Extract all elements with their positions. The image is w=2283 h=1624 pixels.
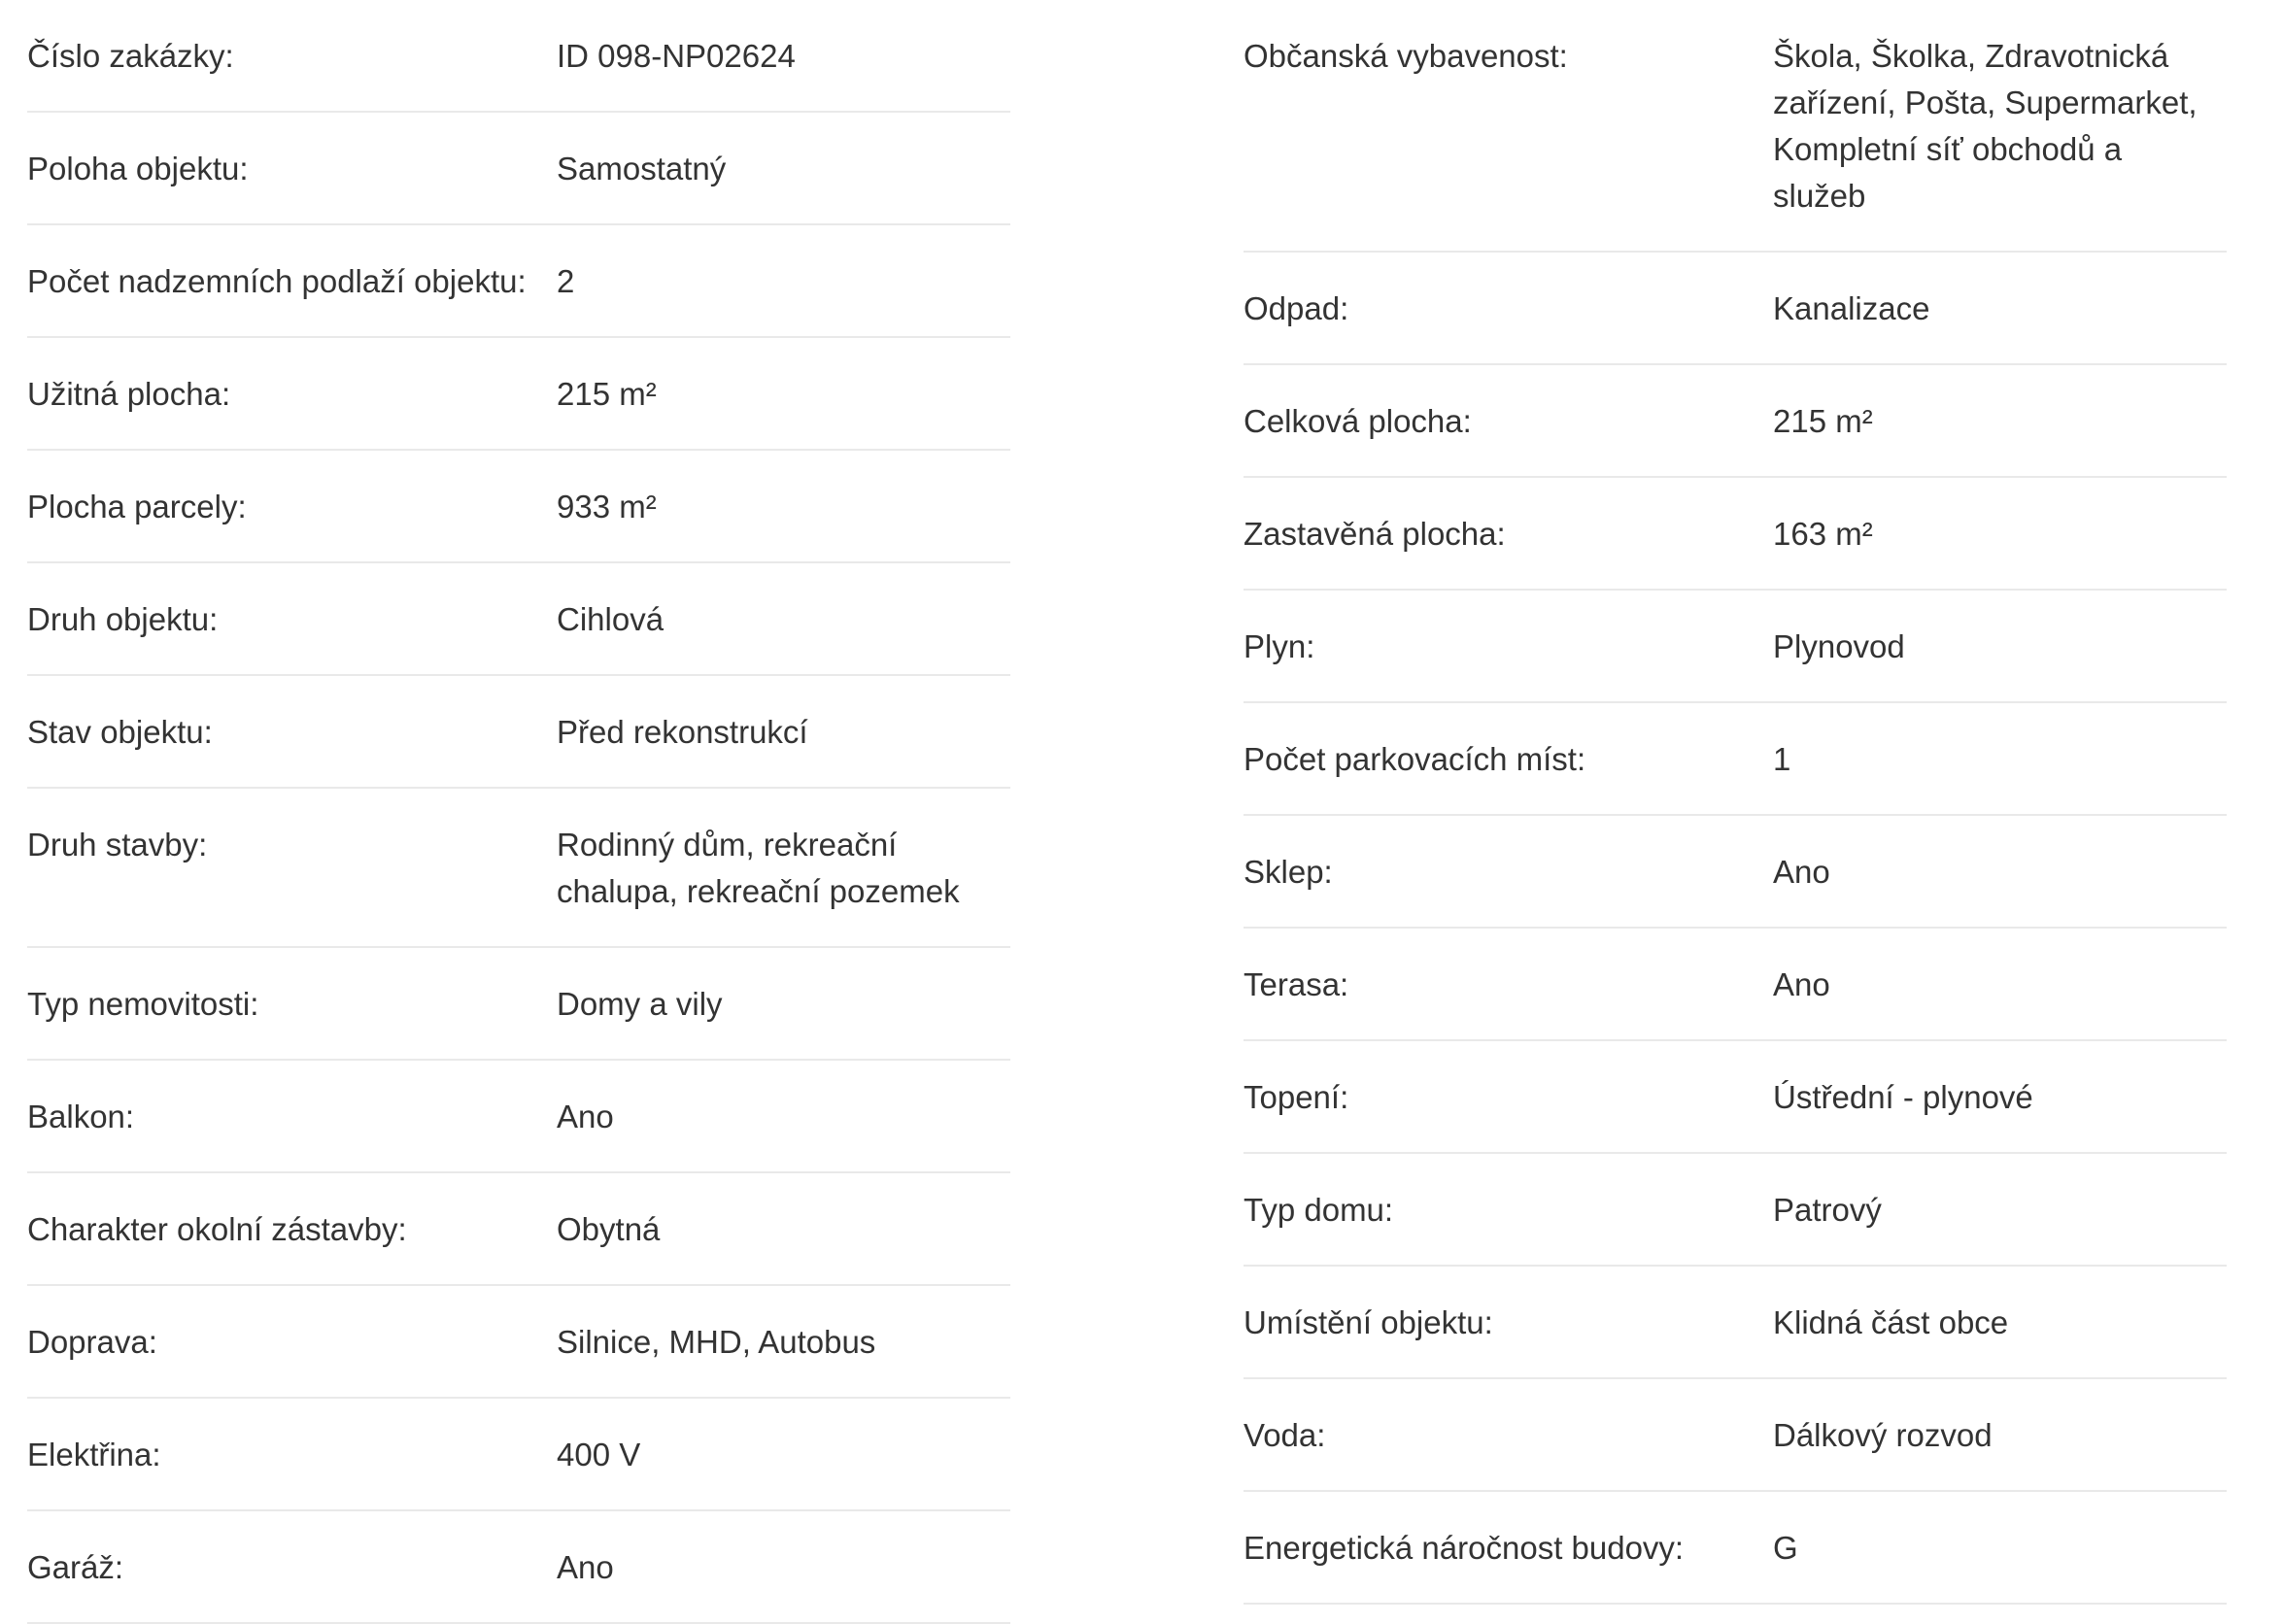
detail-value: Plynovod bbox=[1773, 628, 1905, 664]
detail-label: Typ domu: bbox=[1244, 1192, 1394, 1228]
property-details-left-column bbox=[27, 0, 1010, 1624]
detail-row-terrace bbox=[1244, 929, 2227, 1041]
detail-value: Cihlová bbox=[557, 601, 664, 637]
detail-label: Druh objektu: bbox=[27, 601, 219, 637]
detail-row-floors bbox=[27, 225, 1010, 338]
detail-label: Terasa: bbox=[1244, 966, 1349, 1002]
detail-label: Charakter okolní zástavby: bbox=[27, 1211, 407, 1247]
detail-value: Patrový bbox=[1773, 1192, 1882, 1228]
detail-row-heating bbox=[1244, 1041, 2227, 1154]
detail-value: 163 m² bbox=[1773, 516, 1873, 552]
detail-row-water bbox=[1244, 1379, 2227, 1492]
detail-label: Stav objektu: bbox=[27, 714, 213, 750]
detail-row-waste bbox=[1244, 253, 2227, 365]
detail-label: Plocha parcely: bbox=[27, 489, 247, 524]
detail-value: Samostatný bbox=[557, 151, 727, 186]
detail-row-amenities bbox=[1244, 0, 2227, 253]
detail-row-location bbox=[1244, 1267, 2227, 1379]
detail-row-usable-area bbox=[27, 338, 1010, 451]
detail-value: 400 V bbox=[557, 1437, 641, 1472]
detail-label: Užitná plocha: bbox=[27, 376, 231, 412]
detail-value: Ano bbox=[1773, 854, 1830, 890]
detail-value: G bbox=[1773, 1530, 1798, 1566]
detail-value: Klidná část obce bbox=[1773, 1304, 2009, 1340]
detail-value: Ústřední - plynové bbox=[1773, 1079, 2033, 1115]
detail-label: Zastavěná plocha: bbox=[1244, 516, 1506, 552]
detail-label: Voda: bbox=[1244, 1417, 1326, 1453]
detail-label: Počet nadzemních podlaží objektu: bbox=[27, 263, 527, 299]
detail-label: Počet parkovacích míst: bbox=[1244, 741, 1586, 777]
detail-label: Plyn: bbox=[1244, 628, 1315, 664]
detail-row-surroundings bbox=[27, 1173, 1010, 1286]
detail-label: Umístění objektu: bbox=[1244, 1304, 1493, 1340]
detail-value: Silnice, MHD, Autobus bbox=[557, 1324, 876, 1360]
detail-label: Celková plocha: bbox=[1244, 403, 1472, 439]
detail-label: Odpad: bbox=[1244, 290, 1349, 326]
detail-value: Před rekonstrukcí bbox=[557, 714, 808, 750]
detail-value: Kanalizace bbox=[1773, 290, 1930, 326]
detail-row-building-type bbox=[27, 789, 1010, 948]
detail-row-plot-area bbox=[27, 451, 1010, 563]
detail-value: Domy a vily bbox=[557, 986, 723, 1022]
detail-value: Obytná bbox=[557, 1211, 661, 1247]
property-details-right-column bbox=[1244, 0, 2227, 1605]
detail-row-transport bbox=[27, 1286, 1010, 1399]
detail-row-gas bbox=[1244, 591, 2227, 703]
detail-row-property-type bbox=[27, 948, 1010, 1061]
detail-label: Občanská vybavenost: bbox=[1244, 38, 1568, 74]
detail-value: Ano bbox=[557, 1549, 614, 1585]
detail-label: Elektřina: bbox=[27, 1437, 161, 1472]
detail-row-balcony bbox=[27, 1061, 1010, 1173]
detail-row-energy-rating bbox=[1244, 1492, 2227, 1605]
detail-value: Rodinný dům, rekreační chalupa, rekreační pozemek bbox=[557, 827, 960, 909]
detail-row-parking-spaces bbox=[1244, 703, 2227, 816]
detail-row-built-up-area bbox=[1244, 478, 2227, 591]
detail-label: Typ nemovitosti: bbox=[27, 986, 259, 1022]
detail-row-electricity bbox=[27, 1399, 1010, 1511]
detail-value: 1 bbox=[1773, 741, 1791, 777]
detail-row-object-condition bbox=[27, 676, 1010, 789]
detail-label: Garáž: bbox=[27, 1549, 124, 1585]
detail-row-object-type bbox=[27, 563, 1010, 676]
detail-label: Balkon: bbox=[27, 1099, 135, 1134]
detail-row-order-number bbox=[27, 0, 1010, 113]
detail-label: Topení: bbox=[1244, 1079, 1349, 1115]
detail-value: Dálkový rozvod bbox=[1773, 1417, 1993, 1453]
detail-value: 933 m² bbox=[557, 489, 657, 524]
detail-row-total-area bbox=[1244, 365, 2227, 478]
detail-row-object-position bbox=[27, 113, 1010, 225]
detail-value: Škola, Školka, Zdravotnická zařízení, Pošta, Supermarket, Kompletní síť obchodů a služeb bbox=[1773, 38, 2198, 214]
detail-value: 215 m² bbox=[557, 376, 657, 412]
detail-row-garage bbox=[27, 1511, 1010, 1624]
detail-label: Sklep: bbox=[1244, 854, 1333, 890]
detail-row-house-type bbox=[1244, 1154, 2227, 1267]
detail-value: Ano bbox=[1773, 966, 1830, 1002]
detail-row-cellar bbox=[1244, 816, 2227, 929]
detail-value: ID 098-NP02624 bbox=[557, 38, 796, 74]
detail-label: Poloha objektu: bbox=[27, 151, 249, 186]
detail-value: Ano bbox=[557, 1099, 614, 1134]
detail-label: Energetická náročnost budovy: bbox=[1244, 1530, 1685, 1566]
detail-value: 2 bbox=[557, 263, 575, 299]
detail-value: 215 m² bbox=[1773, 403, 1873, 439]
detail-label: Číslo zakázky: bbox=[27, 38, 234, 74]
detail-label: Druh stavby: bbox=[27, 827, 208, 863]
detail-label: Doprava: bbox=[27, 1324, 157, 1360]
